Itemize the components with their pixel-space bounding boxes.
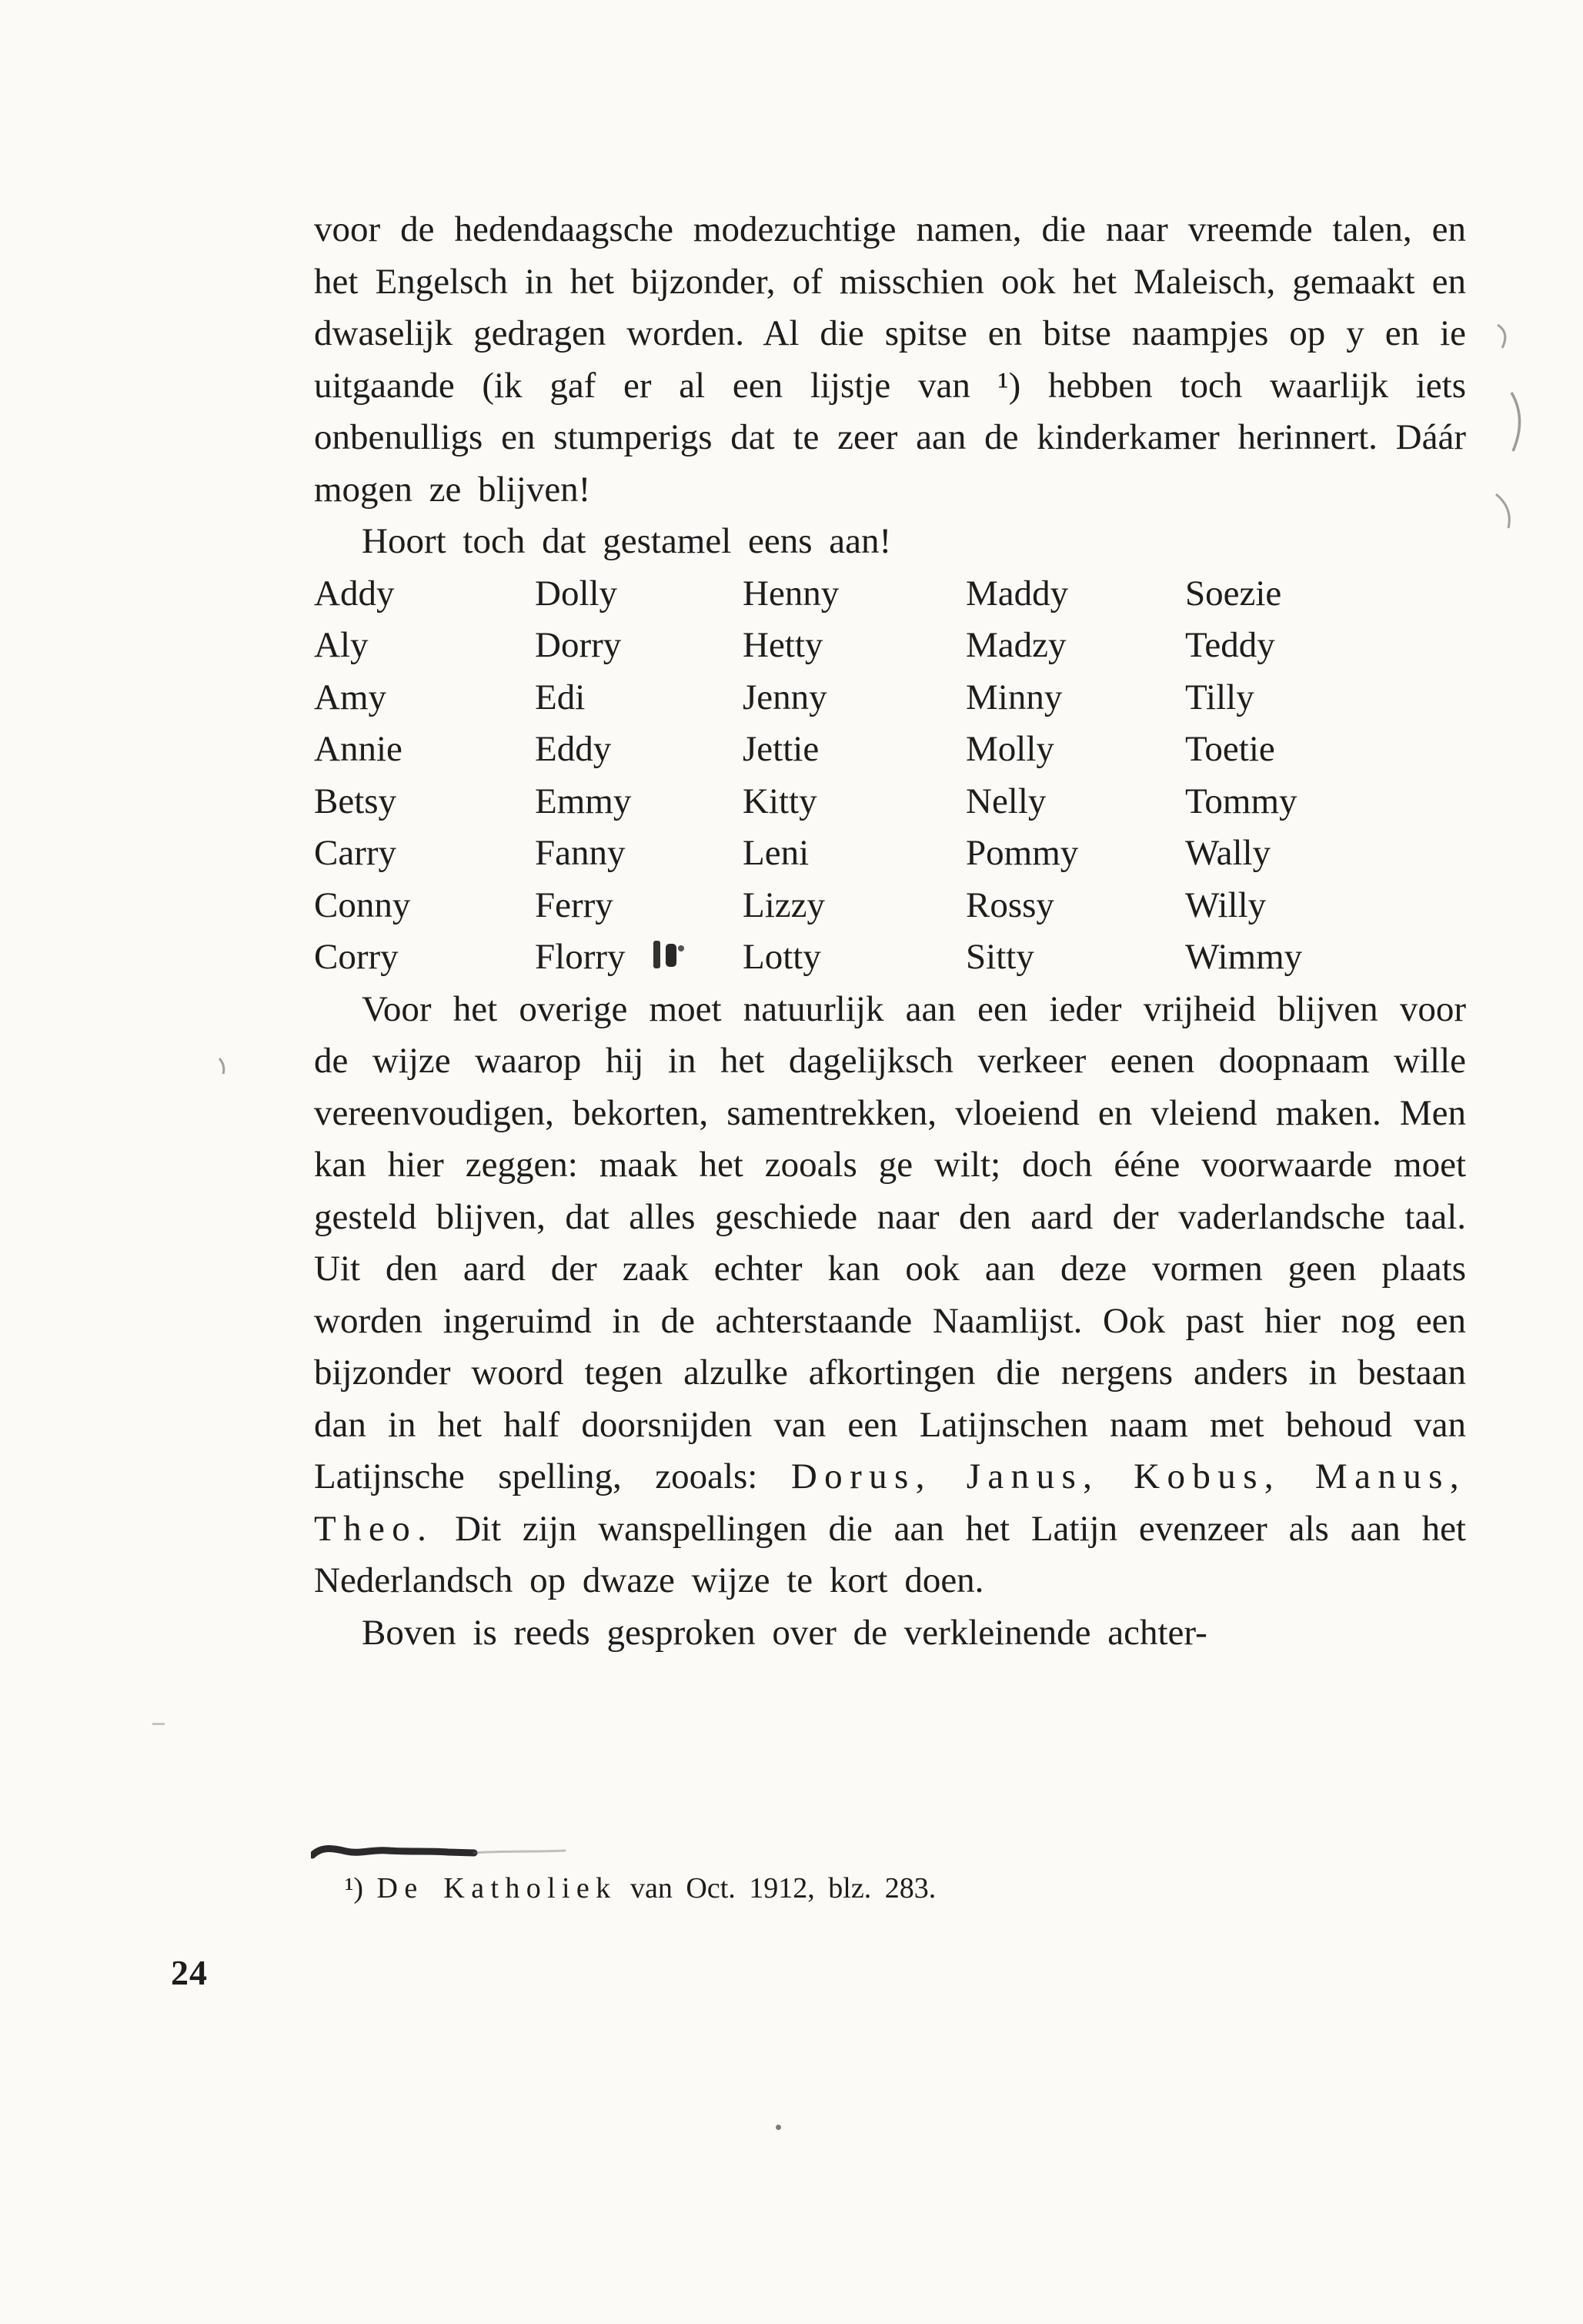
- name-cell: Molly: [966, 729, 1054, 769]
- name-cell: Conny: [314, 884, 411, 925]
- name-cell: Wimmy: [1185, 937, 1303, 977]
- name-cell: Minny: [966, 677, 1063, 717]
- name-cell: Leni: [743, 833, 810, 873]
- name-cell: Lotty: [743, 937, 821, 977]
- name-cell: Hetty: [743, 625, 823, 665]
- name-cell: Madzy: [966, 625, 1067, 665]
- name-cell: Aly: [314, 625, 369, 665]
- name-cell: Emmy: [535, 781, 632, 821]
- name-cell: Maddy: [966, 573, 1069, 614]
- name-cell: Carry: [314, 833, 397, 873]
- text-block: [314, 204, 1466, 1659]
- name-cell: Betsy: [314, 781, 397, 821]
- footnote: [311, 1869, 1463, 1908]
- name-cell: Kitty: [743, 781, 817, 821]
- scan-speck: [776, 2125, 781, 2130]
- name-cell: Dorry: [535, 625, 622, 665]
- name-cell: Henny: [743, 573, 840, 614]
- name-cell: Dolly: [535, 573, 618, 614]
- name-cell: Lizzy: [743, 884, 825, 925]
- name-cell: Corry: [314, 937, 399, 977]
- name-cell: Tommy: [1185, 781, 1297, 821]
- page-number: 24: [171, 1953, 208, 1992]
- paragraph-final: Boven is reeds gesproken over de verkleinende achter-: [362, 1612, 1207, 1653]
- name-cell: Fanny: [535, 833, 626, 873]
- name-cell: Tilly: [1185, 677, 1254, 717]
- paragraph-intro-names: Hoort toch dat gestamel eens aan!: [362, 521, 892, 561]
- latin-names-spaced: Dorus, Janus, Kobus, Manus, Theo.: [314, 1456, 1466, 1549]
- paragraph-discussion-text-1: Voor het overige moet natuurlijk aan een ieder vrijheid blijven voor de wijze waarop hij in het dagelijksch verkeer eenen doopnaam wille vereenvoudigen, bekorten, samentrekken, vloeiend en vleiend maken. Men kan hier zeggen: maak het zooals ge wilt; doch ééne voorwaarde moet gesteld blijven, dat alles geschiede naar den aard der vaderlandsche taal. Uit den aard der zaak echter kan ook aan deze vormen geen plaats worden ingeruimd in de achterstaande Naamlijst. Ook past hier nog een bijzonder woord tegen alzulke afkortingen die nergens anders in bestaan dan in het half doorsnijden van een Latijnschen naam met behoud van Latijnsche spelling, zooals:: [314, 988, 1466, 1496]
- name-cell: Rossy: [966, 884, 1054, 925]
- name-cell: Addy: [314, 573, 395, 614]
- footnote-rule-smudge: [311, 1841, 588, 1864]
- name-cell: Amy: [314, 677, 386, 717]
- scan-mark-left-margin: [216, 1056, 232, 1079]
- footnote-rest: van Oct. 1912, blz. 283.: [616, 1872, 937, 1904]
- footnote-marker: ¹): [345, 1872, 364, 1904]
- name-cell: Toetie: [1185, 729, 1275, 769]
- paragraph-discussion-text-2: Dit zijn wanspellingen die aan het Latijn evenzeer als aan het Nederlandsch op dwaze wijze te kort doen.: [314, 1508, 1466, 1600]
- name-cell: Jettie: [743, 729, 820, 769]
- name-cell: Edi: [535, 677, 586, 717]
- name-cell: Teddy: [1185, 625, 1275, 665]
- name-cell: Florry: [535, 937, 626, 977]
- name-cell: Wally: [1185, 833, 1271, 873]
- scan-smudge-right-margin: [1488, 319, 1535, 550]
- name-cell: Annie: [314, 729, 402, 769]
- paragraph-continuation: voor de hedendaagsche modezuchtige namen, die naar vreemde talen, en het Engelsch in het bijzonder, of misschien ook het Maleisch, gemaakt en dwaselijk gedragen worden. Al die spitse en bitse naampjes op y en ie uitgaande (ik gaf er al een lijstje van ¹) hebben toch waarlijk iets onbenulligs en stumperigs dat te zeer aan de kinderkamer herinnert. Dáár mogen ze blijven!: [314, 209, 1466, 510]
- name-cell: Soezie: [1185, 573, 1282, 614]
- paragraph-discussion: [314, 984, 1466, 1607]
- name-cell: Pommy: [966, 833, 1079, 873]
- names-table: [314, 568, 1466, 984]
- name-cell: Willy: [1185, 884, 1267, 925]
- name-cell: Jenny: [743, 677, 827, 717]
- name-cell: Nelly: [966, 781, 1047, 821]
- name-cell: Ferry: [535, 884, 613, 925]
- footnote-area: [311, 1841, 1463, 1908]
- name-cell: Eddy: [535, 729, 612, 769]
- scan-dash-left-margin: [152, 1723, 165, 1725]
- name-cell: Sitty: [966, 937, 1034, 977]
- footnote-title: De Katholiek: [376, 1872, 617, 1904]
